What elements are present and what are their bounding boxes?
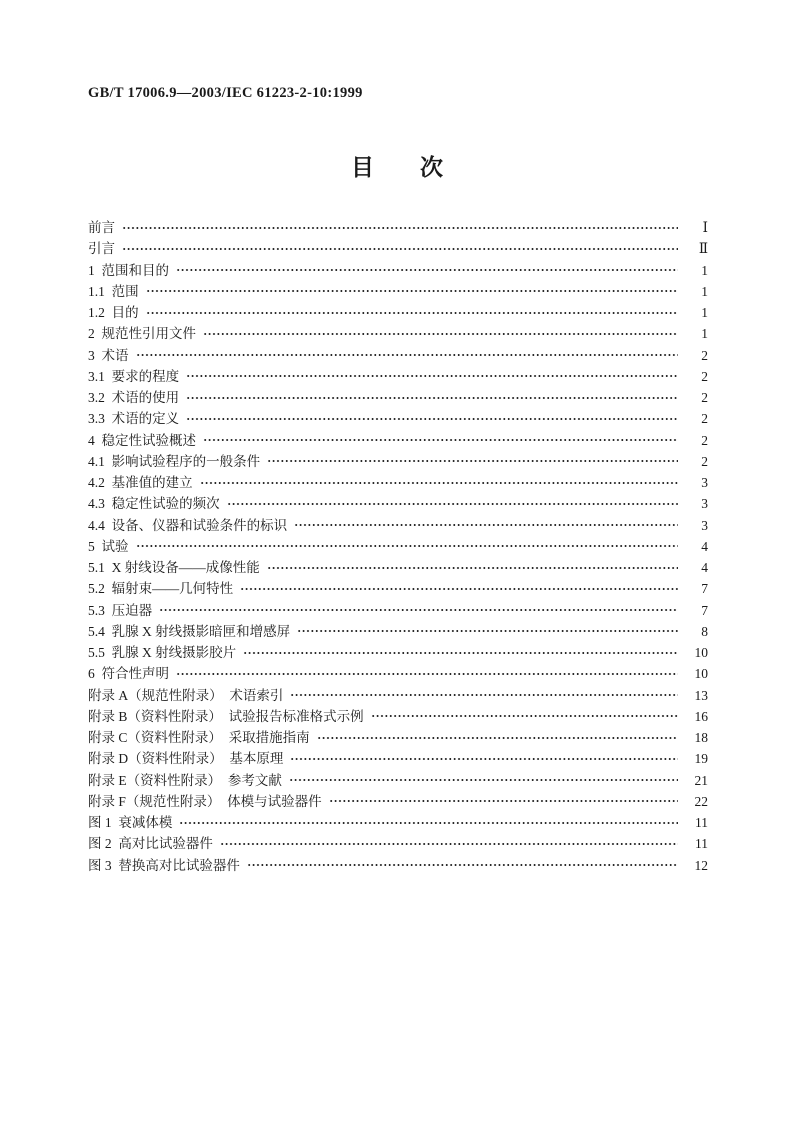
toc-entry-page: 8 (701, 623, 708, 639)
toc-entry-label: 附录 C（资料性附录） 采取措施指南 (88, 730, 310, 745)
toc-entry[interactable] (88, 515, 708, 536)
dot-leader (159, 600, 678, 621)
toc-entry[interactable] (88, 260, 708, 281)
dot-leader (220, 833, 678, 854)
toc-entry[interactable] (88, 770, 708, 791)
toc-entry-page: 16 (694, 708, 708, 724)
dot-leader (146, 281, 678, 302)
toc-entry[interactable] (88, 727, 708, 748)
toc-entry-label: 图 2 高对比试验器件 (88, 836, 213, 852)
toc-entry-page: 22 (694, 793, 708, 809)
toc-entry[interactable] (88, 451, 708, 472)
toc-entry[interactable] (88, 791, 708, 812)
toc-entry-page: 3 (701, 496, 708, 512)
dot-leader (240, 578, 678, 599)
toc-entry-page: 1 (701, 305, 708, 320)
toc-entry-label: 5.3 压迫器 (88, 602, 153, 618)
toc-entry[interactable] (88, 238, 708, 259)
toc-entry[interactable] (88, 408, 708, 429)
toc-entry-page: 3 (701, 475, 708, 490)
dot-leader (176, 663, 678, 684)
dot-leader (267, 451, 678, 472)
dot-leader (243, 642, 678, 663)
toc-entry-label: 2 规范性引用文件 (88, 326, 196, 342)
dot-leader (203, 323, 678, 344)
dot-leader (122, 238, 678, 259)
toc-entry[interactable] (88, 812, 708, 833)
toc-entry-label: 前言 (88, 220, 115, 235)
toc-entry[interactable] (88, 663, 708, 684)
toc-entry[interactable] (88, 706, 708, 727)
toc-entry-page: 21 (694, 772, 708, 788)
toc-entry-label: 5.1 X 射线设备——成像性能 (88, 560, 260, 575)
dot-leader (290, 748, 678, 769)
toc-entry-label: 5.4 乳腺 X 射线摄影暗匣和增感屏 (88, 623, 291, 639)
toc-entry-page: 2 (701, 432, 708, 448)
dot-leader (186, 387, 678, 408)
toc-entry-page: 2 (701, 390, 708, 405)
toc-entry[interactable] (88, 578, 708, 599)
dot-leader (289, 770, 678, 791)
toc-entry-page: 10 (694, 666, 708, 682)
toc-entry[interactable] (88, 281, 708, 302)
dot-leader (136, 345, 679, 366)
dot-leader (317, 727, 678, 748)
toc-entry-label: 5 试验 (88, 538, 129, 554)
toc-entry-page: Ⅰ (702, 220, 708, 235)
toc-entry-page: 19 (694, 751, 708, 767)
toc-entry-label: 6 符合性声明 (88, 666, 169, 682)
toc-entry-page: 2 (701, 368, 708, 384)
toc-entry[interactable] (88, 323, 708, 344)
toc-entry-label: 图 1 衰减体模 (88, 815, 173, 830)
dot-leader (176, 260, 678, 281)
toc-entry-page: 12 (694, 857, 708, 873)
toc-entry-label: 5.5 乳腺 X 射线摄影胶片 (88, 645, 237, 660)
toc-entry[interactable] (88, 217, 708, 238)
toc-entry[interactable] (88, 855, 708, 876)
dot-leader (179, 812, 678, 833)
toc-entry[interactable] (88, 366, 708, 387)
toc-entry-label: 附录 D（资料性附录） 基本原理 (88, 751, 284, 767)
toc-entry[interactable] (88, 600, 708, 621)
standard-number: GB/T 17006.9—2003/IEC 61223-2-10:1999 (88, 85, 363, 101)
toc-entry[interactable] (88, 536, 708, 557)
toc-entry[interactable] (88, 833, 708, 854)
toc-entry-label: 1.1 范围 (88, 283, 139, 299)
toc-entry-page: 4 (701, 538, 708, 554)
toc-entry-label: 5.2 辐射束——几何特性 (88, 581, 234, 597)
toc-entry-label: 附录 A（规范性附录） 术语索引 (88, 687, 284, 703)
toc-entry[interactable] (88, 472, 708, 493)
dot-leader (290, 685, 678, 706)
toc-entry-page: 11 (695, 836, 708, 852)
table-of-contents (88, 217, 708, 876)
dot-leader (122, 217, 678, 238)
toc-entry-page: 2 (701, 453, 708, 469)
dot-leader (294, 515, 678, 536)
toc-entry-label: 附录 E（资料性附录） 参考文献 (88, 772, 282, 788)
toc-entry[interactable] (88, 557, 708, 578)
toc-entry-page: 10 (694, 645, 708, 660)
dot-leader (227, 493, 678, 514)
toc-entry[interactable] (88, 642, 708, 663)
toc-entry[interactable] (88, 302, 708, 323)
toc-entry-label: 3.3 术语的定义 (88, 411, 180, 427)
toc-entry[interactable] (88, 685, 708, 706)
toc-entry-label: 附录 B（资料性附录） 试验报告标准格式示例 (88, 708, 364, 724)
toc-entry-label: 4 稳定性试验概述 (88, 432, 196, 448)
toc-entry-page: 4 (701, 560, 708, 575)
toc-entry-page: 13 (694, 687, 708, 703)
toc-entry-page: Ⅱ (698, 241, 708, 257)
toc-entry-page: 3 (701, 517, 708, 533)
dot-leader (186, 408, 678, 429)
toc-entry-page: 18 (694, 730, 708, 745)
page-title: 目 次 (351, 155, 443, 180)
toc-entry-page: 7 (701, 602, 708, 618)
toc-entry-page: 1 (701, 262, 708, 278)
toc-entry-label: 3 术语 (88, 347, 129, 363)
toc-entry-label: 4.2 基准值的建立 (88, 475, 193, 490)
dot-leader (371, 706, 678, 727)
dot-leader (267, 557, 678, 578)
toc-entry-label: 4.3 稳定性试验的频次 (88, 496, 220, 512)
dot-leader (146, 302, 678, 323)
toc-entry-page: 1 (701, 283, 708, 299)
toc-entry-page: 11 (695, 815, 708, 830)
toc-entry-label: 附录 F（规范性附录） 体模与试验器件 (88, 793, 322, 809)
toc-entry-page: 2 (701, 347, 708, 363)
toc-entry-label: 1.2 目的 (88, 305, 139, 320)
dot-leader (297, 621, 678, 642)
toc-entry[interactable] (88, 345, 708, 366)
toc-entry[interactable] (88, 430, 708, 451)
dot-leader (200, 472, 678, 493)
toc-entry-page: 2 (701, 411, 708, 427)
toc-entry-page: 7 (701, 581, 708, 597)
toc-entry[interactable] (88, 493, 708, 514)
toc-entry-label: 引言 (88, 241, 115, 257)
toc-entry-label: 4.4 设备、仪器和试验条件的标识 (88, 517, 288, 533)
toc-entry-label: 4.1 影响试验程序的一般条件 (88, 453, 261, 469)
toc-entry[interactable] (88, 621, 708, 642)
toc-entry-label: 3.1 要求的程度 (88, 368, 180, 384)
dot-leader (136, 536, 679, 557)
toc-entry[interactable] (88, 748, 708, 769)
dot-leader (203, 430, 678, 451)
toc-entry-page: 1 (701, 326, 708, 342)
toc-entry[interactable] (88, 387, 708, 408)
dot-leader (329, 791, 678, 812)
toc-entry-label: 1 范围和目的 (88, 262, 169, 278)
dot-leader (247, 855, 678, 876)
toc-entry-label: 3.2 术语的使用 (88, 390, 180, 405)
toc-entry-label: 图 3 替换高对比试验器件 (88, 857, 240, 873)
dot-leader (186, 366, 678, 387)
